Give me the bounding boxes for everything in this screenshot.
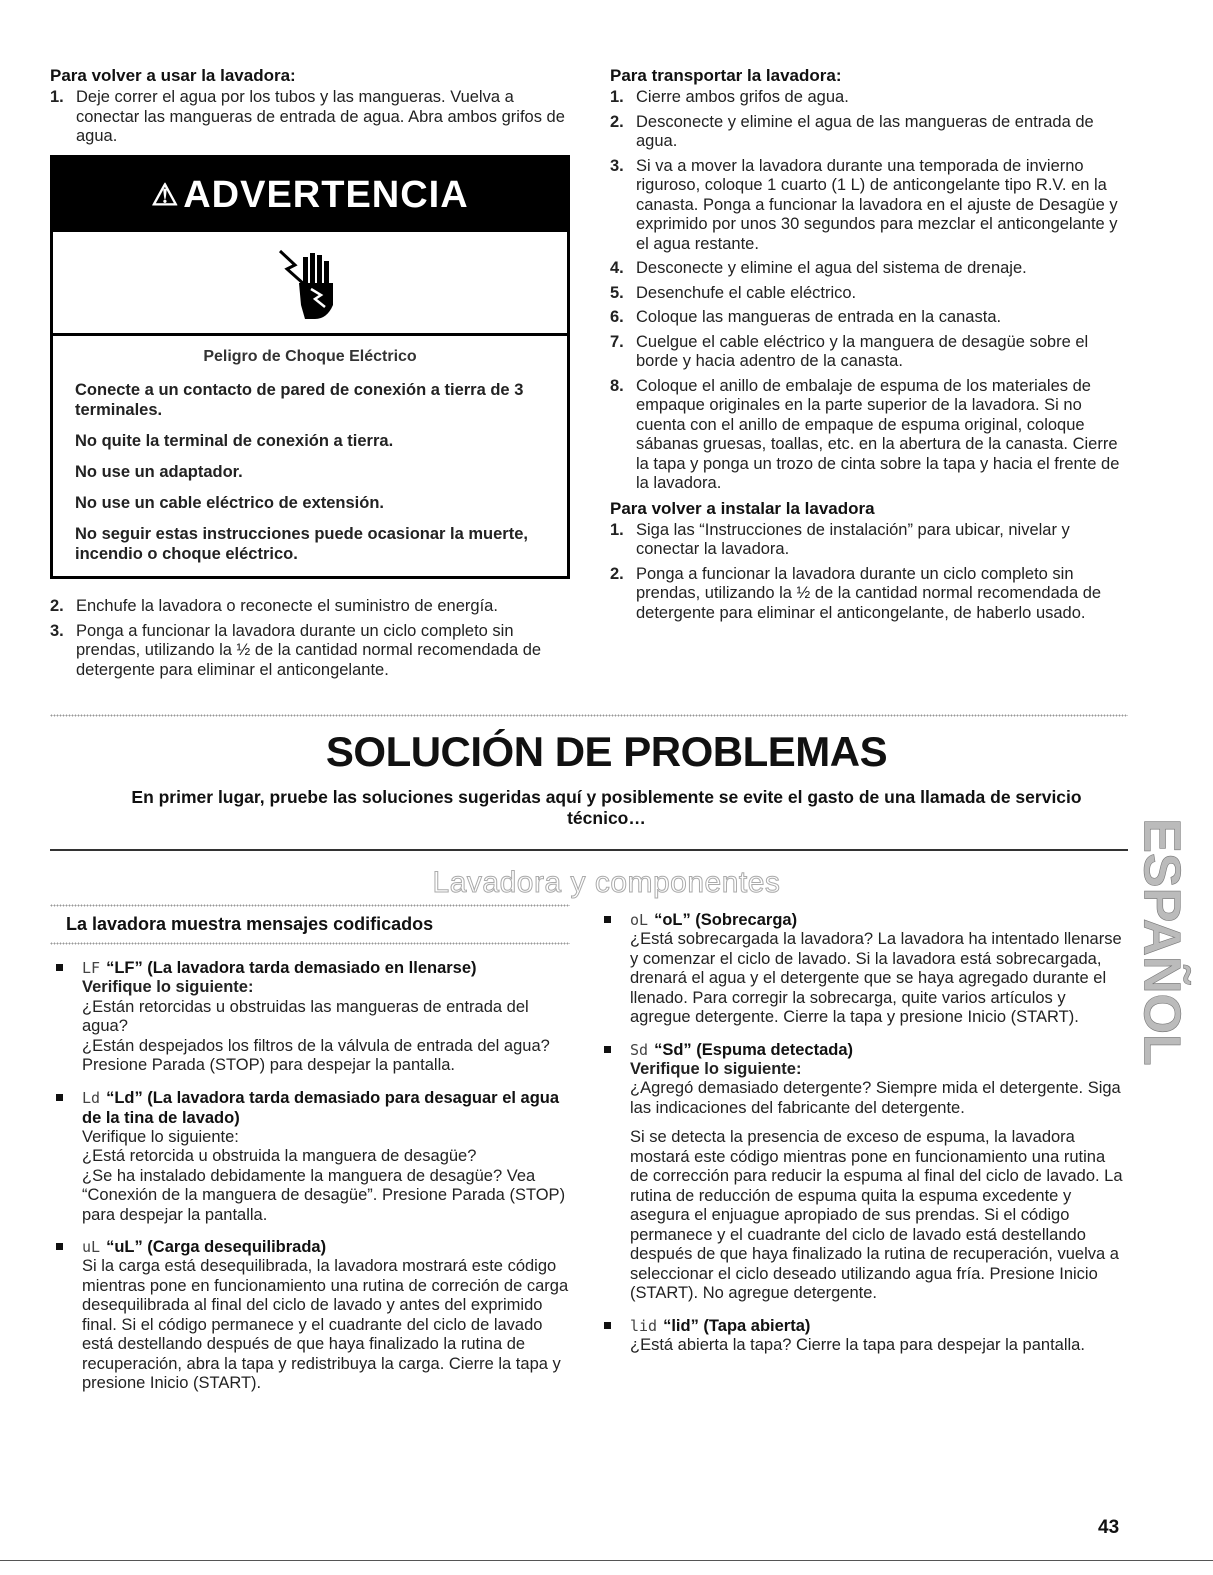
warning-box: [50, 155, 570, 579]
display-code: oL: [630, 911, 649, 929]
left-steps-cont: [50, 597, 565, 685]
bullet: [604, 1322, 611, 1329]
side-tab-label: ESPAÑOL: [1132, 818, 1191, 1066]
transport-step: 8. Coloque el anillo de embalaje de espuma de los materiales de empaque originales en la parte superior de la lavadora. Si no cuenta con el anillo de empaque de espuma original, coloque sábanas gruesas, toallas, etc. en la abertura de la canasta. Cierre la tapa y ponga un trozo de cinta sobre la tapa y hacia el frente de la lavadora.: [610, 376, 1120, 492]
bullet: [604, 916, 611, 923]
bullet: [56, 964, 63, 971]
reinstall-step: 2. Ponga a funcionar la lavadora durante un ciclo completo sin prendas, utilizando la ½ de la cantidad normal recomendada de detergente para eliminar el anticongelante, de haberlo usado.: [610, 564, 1102, 622]
error-code-item: oL “oL” (Sobrecarga) ¿Está sobrecargada la lavadora? La lavadora ha intentado llenarse y comenzar el ciclo de lavado. Si la lavadora está sobrecargada, drenará el agua y el detergente que se haya agregado durante el llenado. Para corregir la sobrecarga, quite varios artículos y agregue detergente. Cierre la tapa y presione Inicio (START).: [598, 910, 1128, 1028]
intro-text: En primer lugar, pruebe las soluciones sugeridas aquí y posiblemente se evite el gasto de una llamada de servicio técnico…: [131, 787, 1082, 828]
display-code: LF: [82, 959, 101, 977]
code-label: “uL” (Carga desequilibrada): [106, 1238, 327, 1256]
transport-step: 4. Desconecte y elimine el agua del sistema de drenaje.: [610, 259, 1027, 277]
codes-right: [598, 910, 1128, 1367]
hazard-title: Peligro de Choque Eléctrico: [203, 348, 417, 365]
warning-triangle-icon: ⚠: [151, 178, 180, 212]
display-code: Sd: [630, 1040, 649, 1059]
footer-rule: [0, 1560, 1213, 1561]
bullet: [56, 1094, 63, 1101]
warning-line: Conecte a un contacto de pared de conexión a tierra de 3 terminales.: [75, 381, 524, 419]
code-label: “lid” (Tapa abierta): [663, 1316, 811, 1335]
page-number: 43: [1098, 1517, 1120, 1538]
display-code: lid: [630, 1316, 658, 1335]
bullet: [604, 1046, 611, 1053]
dotted-divider: [50, 942, 570, 945]
display-code: uL: [82, 1238, 101, 1256]
error-code-item: Sd “Sd” (Espuma detectada) Verifique lo siguiente: ¿Agregó demasiado detergente? Siempre mida el detergente. Siga las indicaciones del fabricante del detergente. Si se detecta la presencia de exceso de espuma, la lavadora mostará este código mientras pone en funcionamiento una rutina de corrección para reducir la espuma al final del ciclo de lavado. La rutina de reducción de espuma quita la espuma excedente y asegura el enjuague apropiado de sus prendas. Si el código permanece y el cuadrante del ciclo de lavado está destellando después de que haya finalizado la rutina de recuperación, vuelva a seleccionar el ciclo deseado utilizando agua fría. Presione Inicio (START). No agregue detergente.: [598, 1040, 1128, 1304]
right-top-section: [610, 66, 1130, 628]
section-title: Lavadora y componentes: [432, 866, 781, 899]
electric-shock-hand-icon: [275, 243, 345, 323]
transport-step: 3. Si va a mover la lavadora durante una temporada de invierno riguroso, coloque 1 cuarto (1 L) de anticongelante tipo R.V. en la canasta. Ponga a funcionar la lavadora en el ajuste de Desagüe y exprimido por unos 30 segundos para mezclar el anticongelante y el agua restante.: [610, 156, 1118, 253]
display-code: Ld: [82, 1088, 101, 1107]
reuse-step: 1. Deje correr el agua por los tubos y las mangueras. Vuelva a conectar las mangueras de entrada de agua. Abra ambos grifos de agua.: [50, 88, 565, 145]
transport-step: 5. Desenchufe el cable eléctrico.: [610, 283, 857, 302]
page-title: SOLUCIÓN DE PROBLEMAS: [325, 728, 888, 775]
transport-step: 7. Cuelgue el cable eléctrico y la manguera de desagüe sobre el borde y hacia adentro de la canasta.: [610, 332, 1089, 370]
error-code-item: uL “uL” (Carga desequilibrada) Si la carga está desequilibrada, la lavadora mostrará este código mientras pone en funcionamiento una rutina de correción de carga desequilibrada al final del ciclo de lavado y antes del exprimido final. Si el código permanece y el cuadrante del ciclo de lavado está destellando después de que haya finalizado la rutina de recuperación, abra la tapa y redistribuya la carga. Cierre la tapa y presione Inicio (START).: [50, 1237, 570, 1394]
warning-title: ADVERTENCIA: [183, 173, 469, 216]
dotted-divider: [50, 904, 570, 907]
reuse-heading: Para volver a usar la lavadora:: [50, 66, 296, 85]
left-top-section: [50, 66, 565, 152]
error-code-item: Ld “Ld” (La lavadora tarda demasiado para desaguar el agua de la tina de lavado) Verifique lo siguiente: ¿Está retorcida u obstruida la manguera de desagüe? ¿Se ha instalado debidamente la manguera de desagüe? Vea “Conexión de la manguera de desagüe”. Presione Parada (STOP) para despejar la pantalla.: [50, 1088, 570, 1226]
reuse-step: 3. Ponga a funcionar la lavadora durante un ciclo completo sin prendas, utilizando la ½ de la cantidad normal recomendada de detergente para eliminar el anticongelante.: [50, 621, 542, 679]
section-rule: [50, 849, 1128, 851]
transport-step: 2. Desconecte y elimine el agua de las mangueras de entrada de agua.: [610, 112, 1094, 150]
transport-step: 1. Cierre ambos grifos de agua.: [610, 88, 849, 106]
reinstall-heading: Para volver a instalar la lavadora: [610, 498, 875, 518]
code-label: “Sd” (Espuma detectada): [654, 1040, 854, 1059]
warning-line: No use un cable eléctrico de extensión.: [75, 494, 385, 512]
dotted-divider: [50, 714, 1128, 717]
bullet: [56, 1243, 63, 1250]
code-label: “oL” (Sobrecarga): [654, 911, 798, 929]
reuse-step: 2. Enchufe la lavadora o reconecte el suministro de energía.: [50, 597, 498, 615]
warning-header: [53, 158, 567, 232]
code-label: “LF” (La lavadora tarda demasiado en llenarse): [106, 959, 477, 977]
reinstall-step: 1. Siga las “Instrucciones de instalación” para ubicar, nivelar y conectar la lavadora.: [610, 520, 1070, 558]
codes-left: [50, 958, 570, 1406]
codes-heading: La lavadora muestra mensajes codificados: [66, 914, 434, 934]
transport-step: 6. Coloque las mangueras de entrada en la canasta.: [610, 308, 1002, 326]
error-code-item: LF “LF” (La lavadora tarda demasiado en llenarse) Verifique lo siguiente: ¿Están retorcidas u obstruidas las mangueras de entrada del agua? ¿Están despejados los filtros de la válvula de entrada del agua? Presione Parada (STOP) para despejar la pantalla.: [50, 958, 570, 1076]
warning-line: No use un adaptador.: [75, 463, 243, 481]
warning-line: No quite la terminal de conexión a tierra.: [75, 432, 394, 450]
error-code-item: lid “lid” (Tapa abierta) ¿Está abierta la tapa? Cierre la tapa para despejar la pantalla.: [598, 1316, 1128, 1356]
transport-heading: Para transportar la lavadora:: [610, 66, 842, 85]
language-tab: [1123, 815, 1193, 1070]
code-label: “Ld” (La lavadora tarda demasiado para desaguar el agua de la tina de lavado): [82, 1088, 560, 1127]
warning-line: No seguir estas instrucciones puede ocasionar la muerte, incendio o choque eléctrico.: [75, 525, 528, 563]
